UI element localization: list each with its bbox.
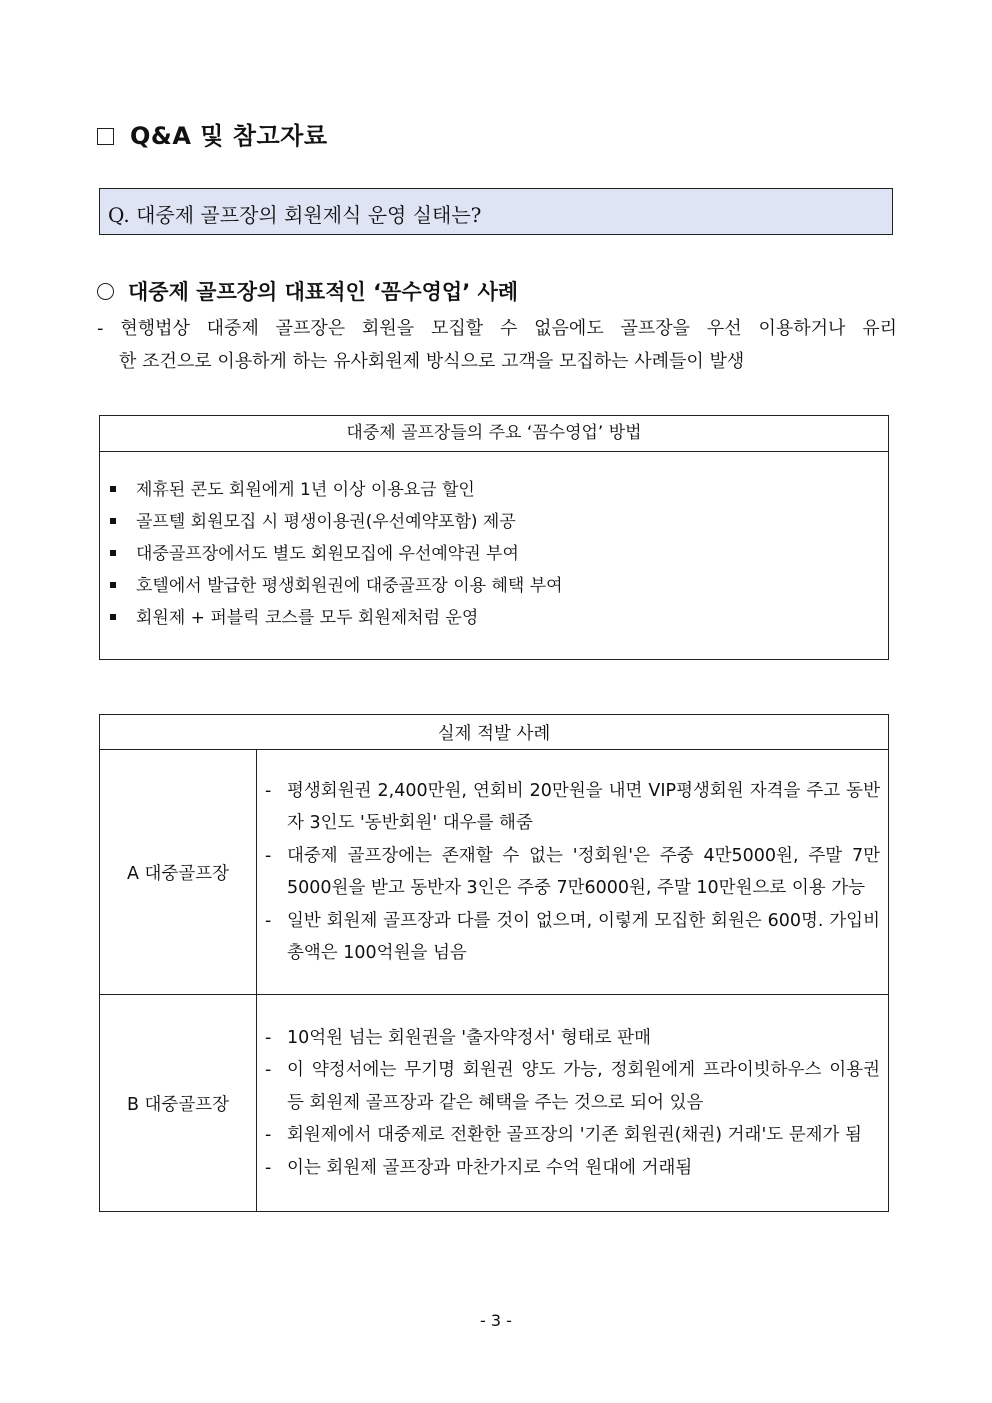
square-bullet-icon — [110, 614, 116, 620]
question-text: Q. 대중제 골프장의 회원제식 운영 실태는? — [108, 203, 482, 227]
intro-paragraph — [97, 312, 897, 378]
case-item: - 회원제에서 대중제로 전환한 골프장의 '기존 회원권(채권) 거래'도 문제가 됨 — [265, 1119, 880, 1152]
list-item-text: 대중골프장에서도 별도 회원모집에 우선예약권 부여 — [136, 544, 519, 564]
subsection-title — [97, 276, 518, 306]
methods-list — [100, 452, 888, 634]
case-content — [257, 995, 889, 1212]
case-item: - 10억원 넘는 회원권을 '출자약정서' 형태로 판매 — [265, 1022, 880, 1055]
case-item-text: 평생회원권 2,400만원, 연회비 20만원을 내면 VIP평생회원 자격을 주고 동반자 3인도 '동반회원' 대우를 해줌 — [287, 780, 880, 833]
cases-table-header: 실제 적발 사례 — [100, 715, 889, 750]
case-item-text: 이는 회원제 골프장과 마찬가지로 수억 원대에 거래됨 — [287, 1157, 693, 1178]
intro-line-1-text: 현행법상 대중제 골프장은 회원을 모집할 수 없음에도 골프장을 우선 이용하거나 유리 — [120, 318, 897, 339]
circle-bullet-icon — [97, 283, 114, 300]
list-item — [110, 506, 888, 538]
methods-table-header: 대중제 골프장들의 주요 ‘꼼수영업’ 방법 — [100, 416, 888, 452]
case-item-text: 회원제에서 대중제로 전환한 골프장의 '기존 회원권(채권) 거래'도 문제가 됨 — [287, 1125, 862, 1146]
intro-line-2: 한 조건으로 이용하게 하는 유사회원제 방식으로 고객을 모집하는 사례들이 발생 — [119, 351, 745, 372]
case-item: - 이는 회원제 골프장과 마찬가지로 수억 원대에 거래됨 — [265, 1152, 880, 1185]
dash-bullet: - — [97, 318, 104, 339]
square-bullet-icon — [110, 582, 116, 588]
page-number: - 3 - — [480, 1311, 512, 1330]
case-label: B 대중골프장 — [100, 995, 257, 1212]
list-item — [110, 474, 888, 506]
section-title-text: Q&A 및 참고자료 — [130, 122, 328, 150]
cases-table — [99, 714, 889, 1212]
list-item-text: 호텔에서 발급한 평생회원권에 대중골프장 이용 혜택 부여 — [136, 576, 563, 596]
list-item — [110, 538, 888, 570]
methods-table — [99, 415, 889, 660]
case-item-text: 일반 회원제 골프장과 다를 것이 없으며, 이렇게 모집한 회원은 600명. 가입비 총액은 100억원을 넘음 — [287, 910, 880, 963]
checkbox-square-icon — [97, 128, 114, 145]
square-bullet-icon — [110, 486, 116, 492]
list-item — [110, 602, 888, 634]
list-item — [110, 570, 888, 602]
question-box — [99, 188, 893, 235]
table-row — [100, 995, 889, 1212]
case-item-text: 이 약정서에는 무기명 회원권 양도 가능, 정회원에게 프라이빗하우스 이용권 등 회원제 골프장과 같은 혜택을 주는 것으로 되어 있음 — [287, 1060, 880, 1113]
case-item-text: 대중제 골프장에는 존재할 수 없는 '정회원'은 주중 4만5000원, 주말 7만5000원을 받고 동반자 3인은 주중 7만6000원, 주말 10만원으로 이용 가능 — [287, 845, 880, 898]
square-bullet-icon — [110, 550, 116, 556]
table-row — [100, 750, 889, 995]
intro-line-1 — [97, 312, 897, 345]
section-title — [97, 116, 328, 151]
case-item: - 대중제 골프장에는 존재할 수 없는 '정회원'은 주중 4만5000원, 주말 7만5000원을 받고 동반자 3인은 주중 7만6000원, 주말 10만원으로 이용 가능 — [265, 840, 880, 905]
subsection-title-text: 대중제 골프장의 대표적인 ‘꼼수영업’ 사례 — [128, 280, 519, 304]
case-item: - 평생회원권 2,400만원, 연회비 20만원을 내면 VIP평생회원 자격을 주고 동반자 3인도 '동반회원' 대우를 해줌 — [265, 775, 880, 840]
square-bullet-icon — [110, 518, 116, 524]
case-label: A 대중골프장 — [100, 750, 257, 995]
case-item: - 일반 회원제 골프장과 다를 것이 없으며, 이렇게 모집한 회원은 600명. 가입비 총액은 100억원을 넘음 — [265, 905, 880, 970]
list-item-text: 골프텔 회원모집 시 평생이용권(우선예약포함) 제공 — [136, 512, 516, 532]
list-item-text: 제휴된 콘도 회원에게 1년 이상 이용요금 할인 — [136, 480, 475, 500]
case-item-text: 10억원 넘는 회원권을 '출자약정서' 형태로 판매 — [287, 1027, 651, 1048]
case-item: - 이 약정서에는 무기명 회원권 양도 가능, 정회원에게 프라이빗하우스 이용권 등 회원제 골프장과 같은 혜택을 주는 것으로 되어 있음 — [265, 1054, 880, 1119]
case-content — [257, 750, 889, 995]
list-item-text: 회원제 + 퍼블릭 코스를 모두 회원제처럼 운영 — [136, 608, 479, 628]
